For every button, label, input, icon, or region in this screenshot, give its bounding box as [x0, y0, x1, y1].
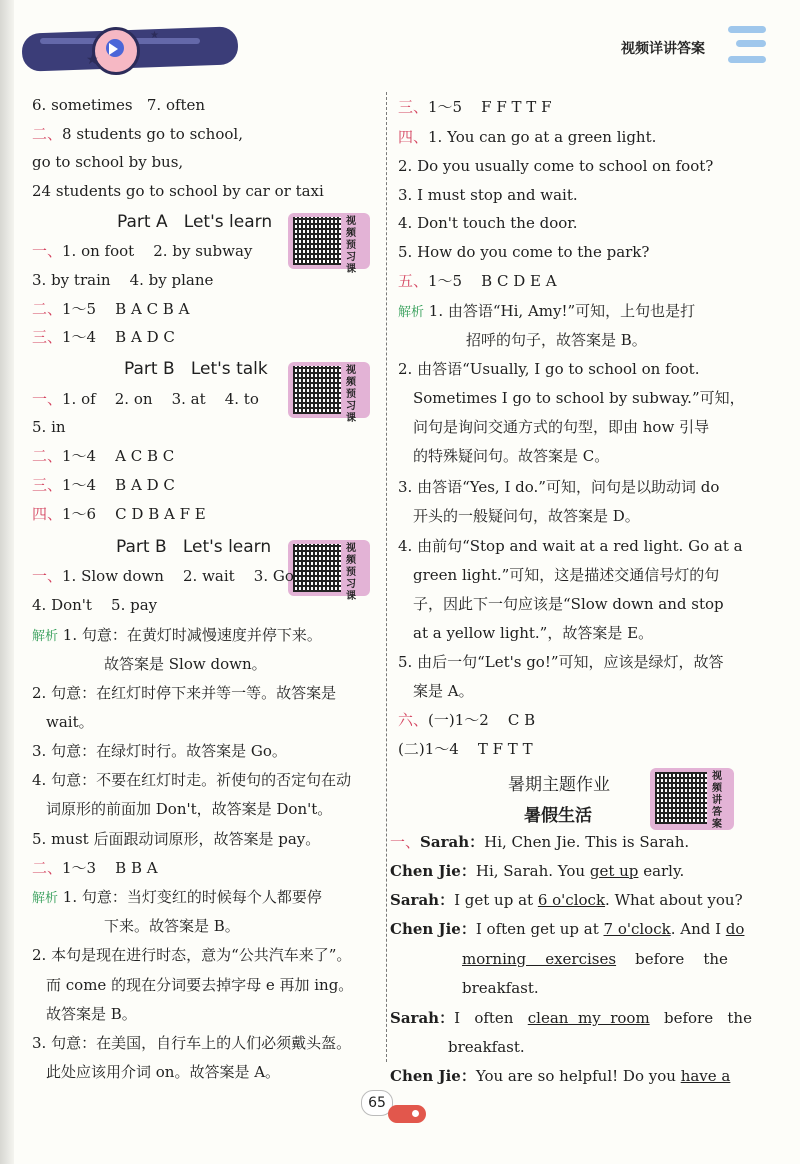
analysis-line: 2. 由答语“Usually, I go to school on foot. [398, 360, 700, 378]
analysis-line: 5. 由后一句“Let's go!”可知，应该是绿灯，故答 [398, 653, 724, 671]
analysis-line: 的特殊疑问句。故答案是 C。 [413, 447, 610, 465]
dialogue-line: 一、Sarah：Hi, Chen Jie. This is Sarah. [390, 833, 690, 851]
analysis-line: 2. 本句是现在进行时态，意为“公共汽车来了”。 [32, 946, 352, 964]
qr-label: 视频预习课 [346, 216, 356, 275]
qr-code-icon [293, 217, 341, 265]
analysis-line: 此处应该用介词 on。故答案是 A。 [46, 1063, 281, 1081]
page-number: 65 [361, 1090, 393, 1116]
dialogue-line: breakfast. [448, 1038, 525, 1056]
analysis-line: 问句是询问交通方式的句型，即由 how 引导 [413, 418, 710, 436]
section-heading: Part B Let's talk [124, 359, 268, 379]
answer-line: 24 students go to school by car or taxi [32, 182, 324, 200]
answer-line: 4. Don't touch the door. [398, 214, 578, 232]
section-heading: Part B Let's learn [116, 537, 272, 557]
star-icon: ★ [150, 30, 159, 41]
dialogue-line: Sarah：I get up at 6 o'clock. What about you? [390, 891, 743, 909]
answer-line: 3. I must stop and wait. [398, 186, 578, 204]
analysis-line: 故答案是 B。 [46, 1005, 137, 1023]
analysis-line: 解析 1. 句意：当灯变红的时候每个人都要停 [32, 888, 322, 906]
analysis-badge: 解析 [32, 891, 59, 906]
analysis-line: 解析 1. 句意：在黄灯时减慢速度并停下来。 [32, 626, 322, 644]
submarine-icon [388, 1105, 426, 1123]
answer-line: 六、(一)1～2 C B [398, 711, 536, 729]
column-divider [386, 92, 387, 1062]
dialogue-line: breakfast. [462, 979, 539, 997]
analysis-badge: 解析 [32, 629, 59, 644]
answer-line: 2. Do you usually come to school on foot? [398, 157, 714, 175]
analysis-line: 下来。故答案是 B。 [104, 917, 240, 935]
analysis-line: 2. 句意：在红灯时停下来并等一等。故答案是 [32, 684, 337, 702]
answer-line: 二、8 students go to school, [32, 125, 243, 143]
section-heading: Part A Let's learn [117, 212, 273, 232]
answer-line: 二、1～3 B B A [32, 859, 158, 877]
analysis-line: 故答案是 Slow down。 [104, 655, 267, 673]
dialogue-line: Chen Jie：I often get up at 7 o'clock. And I do [390, 920, 745, 938]
analysis-line: 3. 句意：在美国，自行车上的人们必须戴头盔。 [32, 1034, 352, 1052]
answer-line: 四、1. You can go at a green light. [398, 128, 657, 146]
qr-label: 视频预习课 [346, 543, 356, 602]
analysis-line: 而 come 的现在分词要去掉字母 e 再加 ing。 [46, 976, 354, 994]
answer-line: 三、1～4 B A D C [32, 476, 175, 494]
analysis-line: 词原形的前面加 Don't，故答案是 Don't。 [46, 800, 333, 818]
answer-line: go to school by bus, [32, 153, 184, 171]
qr-label: 视频讲答案 [712, 771, 722, 830]
header-bars-decoration [728, 26, 766, 72]
qr-label: 视频预习课 [346, 365, 356, 424]
qr-code-badge[interactable] [650, 768, 734, 830]
answer-line: 一、1. on foot 2. by subway [32, 242, 253, 260]
analysis-line: at a yellow light.”，故答案是 E。 [413, 624, 654, 642]
answer-line: 一、1. Slow down 2. wait 3. Go [32, 567, 294, 585]
answer-line: 四、1～6 C D B A F E [32, 505, 206, 523]
answer-line: 五、1～5 B C D E A [398, 272, 557, 290]
analysis-line: 3. 句意：在绿灯时行。故答案是 Go。 [32, 742, 287, 760]
header-title: 视频详讲答案 [621, 41, 705, 57]
analysis-line: 招呼的句子，故答案是 B。 [466, 331, 647, 349]
play-icon [109, 43, 118, 55]
analysis-badge: 解析 [398, 305, 425, 320]
dialogue-line: morning exercises before the [462, 950, 728, 968]
answer-line: 一、1. of 2. on 3. at 4. to [32, 390, 259, 408]
analysis-line: 开头的一般疑问句，故答案是 D。 [413, 507, 640, 525]
qr-code-badge[interactable] [288, 362, 370, 424]
qr-code-badge[interactable] [288, 213, 370, 275]
book-spine [0, 0, 14, 1164]
qr-code-badge[interactable] [288, 540, 370, 602]
answer-line: 5. in [32, 418, 66, 436]
analysis-line: 解析 1. 由答语“Hi, Amy!”可知，上句也是打 [398, 302, 696, 320]
analysis-line: 案是 A。 [413, 682, 474, 700]
answer-line: 3. by train 4. by plane [32, 271, 214, 289]
analysis-line: 4. 句意：不要在红灯时走。祈使句的否定句在动 [32, 771, 352, 789]
analysis-line: Sometimes I go to school by subway.”可知， [413, 389, 745, 407]
analysis-line: 3. 由答语“Yes, I do.”可知，问句是以助动词 do [398, 478, 720, 496]
answer-line: 二、1～5 B A C B A [32, 300, 190, 318]
answer-line: 二、1～4 A C B C [32, 447, 175, 465]
analysis-line: 4. 由前句“Stop and wait at a red light. Go at a [398, 537, 743, 555]
answer-line: 三、1～5 F F T T F [398, 98, 552, 116]
answer-line: (二)1～4 T F T T [398, 740, 533, 758]
qr-code-icon [655, 772, 707, 824]
dialogue-line: Chen Jie：You are so helpful! Do you have a [390, 1067, 731, 1085]
answer-line: 5. How do you come to the park? [398, 243, 650, 261]
answer-line: 4. Don't 5. pay [32, 596, 158, 614]
section-heading: 暑期主题作业 [508, 775, 610, 795]
qr-code-icon [293, 366, 341, 414]
analysis-line: 5. must 后面跟动词原形，故答案是 pay。 [32, 830, 321, 848]
answer-line: 6. sometimes 7. often [32, 96, 206, 114]
dialogue-line: Chen Jie：Hi, Sarah. You get up early. [390, 862, 685, 880]
star-icon: ★ [86, 52, 99, 68]
analysis-line: green light.”可知，这是描述交通信号灯的句 [413, 566, 720, 584]
dialogue-line: Sarah：I often clean my room before the [390, 1009, 752, 1027]
analysis-line: wait。 [46, 713, 94, 731]
qr-code-icon [293, 544, 341, 592]
analysis-line: 子，因此下一句应该是“Slow down and stop [413, 595, 724, 613]
answer-line: 三、1～4 B A D C [32, 328, 175, 346]
section-subheading: 暑假生活 [524, 806, 592, 826]
